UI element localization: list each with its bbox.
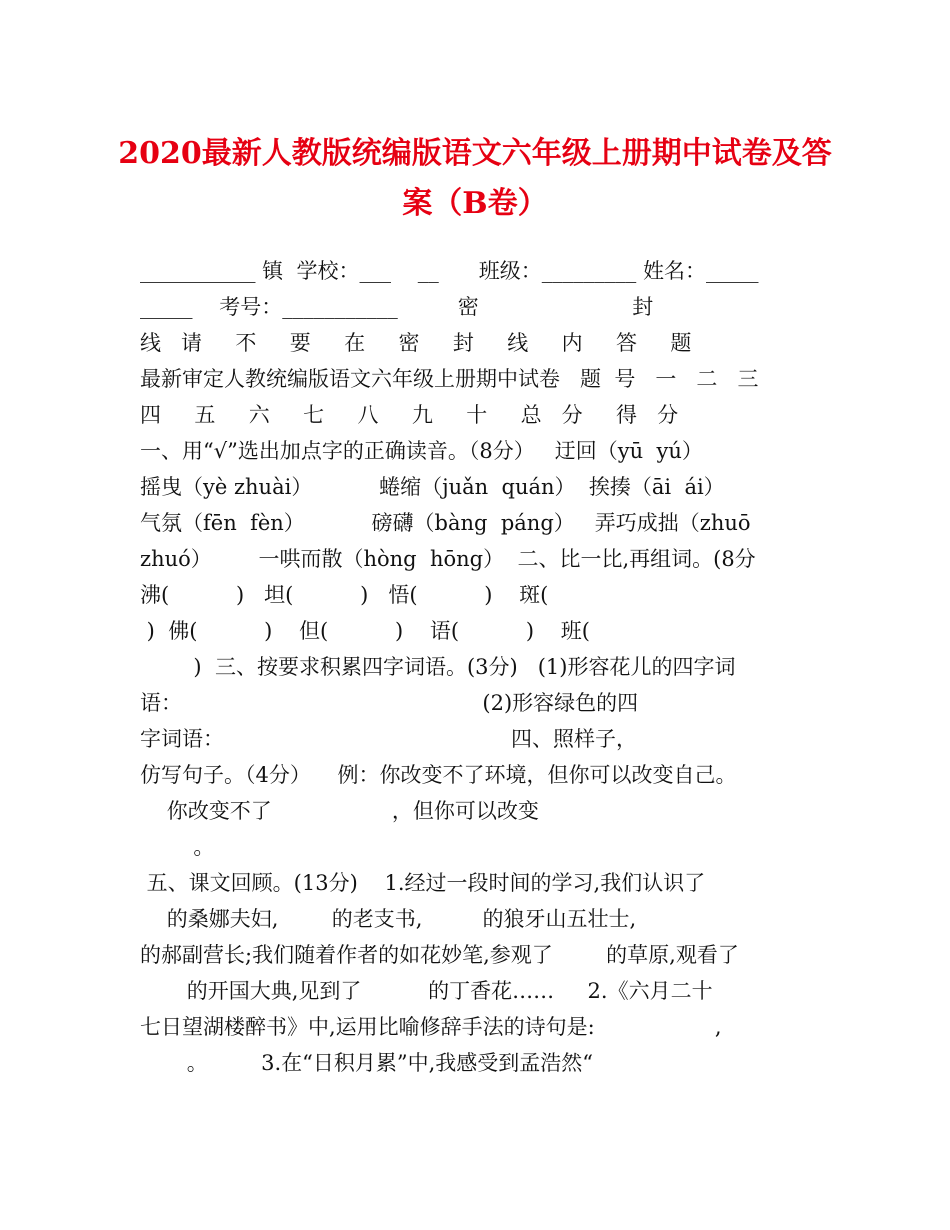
- text-line: 七日望湖楼醉书》中,运用比喻修辞手法的诗句是: ,: [140, 1015, 722, 1039]
- text-line: ) 佛( ) 但( ) 语( ) 班(: [140, 619, 590, 643]
- document-title-line-1: 2020最新人教版统编版语文六年级上册期中试卷及答: [118, 136, 832, 171]
- text-line: 语： (2)形容绿色的四: [140, 691, 639, 715]
- text-line: _____ 考号：___________ 密 封: [140, 295, 654, 319]
- text-line: 最新审定人教统编版语文六年级上册期中试卷 题 号 一 二 三: [140, 367, 759, 391]
- text-line: 气氛（fēn fèn） 磅礴（bàng páng） 弄巧成拙（zhuō: [140, 511, 751, 535]
- text-line: 摇曳（yè zhuài） 蜷缩（juǎn quán） 挨揍（āi ái）: [140, 475, 725, 499]
- text-line: zhuó） 一哄而散（hòng hōng） 二、比一比,再组词。(8分: [140, 547, 756, 571]
- text-line: 字词语： 四、照样子，: [140, 727, 638, 751]
- text-line: 的开国大典,见到了 的丁香花…… 2.《六月二十: [140, 979, 713, 1003]
- text-line: 。: [140, 835, 215, 859]
- text-line: 一、用“√”选出加点字的正确读音。（8分） 迂回（yū yú）: [140, 439, 703, 463]
- text-line: 线 请 不 要 在 密 封 线 内 答 题: [140, 331, 692, 355]
- text-line: 沸( ) 坦( ) 悟( ) 斑(: [140, 583, 549, 607]
- text-line: 仿写句子。（4分） 例：你改变不了环境，但你可以改变自己。: [140, 763, 737, 787]
- text-line: 的桑娜夫妇, 的老支书, 的狼牙山五壮士,: [140, 907, 637, 931]
- document-title-line-2: 案（B卷）: [402, 186, 548, 221]
- text-line: 你改变不了 ，但你可以改变: [140, 799, 539, 823]
- text-line: 四 五 六 七 八 九 十 总 分 得 分: [140, 403, 679, 427]
- text-line: 。 3.在“日积月累”中,我感受到孟浩然“: [140, 1051, 594, 1075]
- text-line: ___________ 镇 学校：___ __ 班级：_________ 姓名：_____: [140, 259, 759, 283]
- text-line: 五、课文回顾。(13分) 1.经过一段时间的学习,我们认识了: [140, 871, 706, 895]
- text-line: ) 三、按要求积累四字词语。(3分) (1)形容花儿的四字词: [140, 655, 736, 679]
- text-line: 的郝副营长;我们随着作者的如花妙笔,参观了 的草原,观看了: [140, 943, 739, 967]
